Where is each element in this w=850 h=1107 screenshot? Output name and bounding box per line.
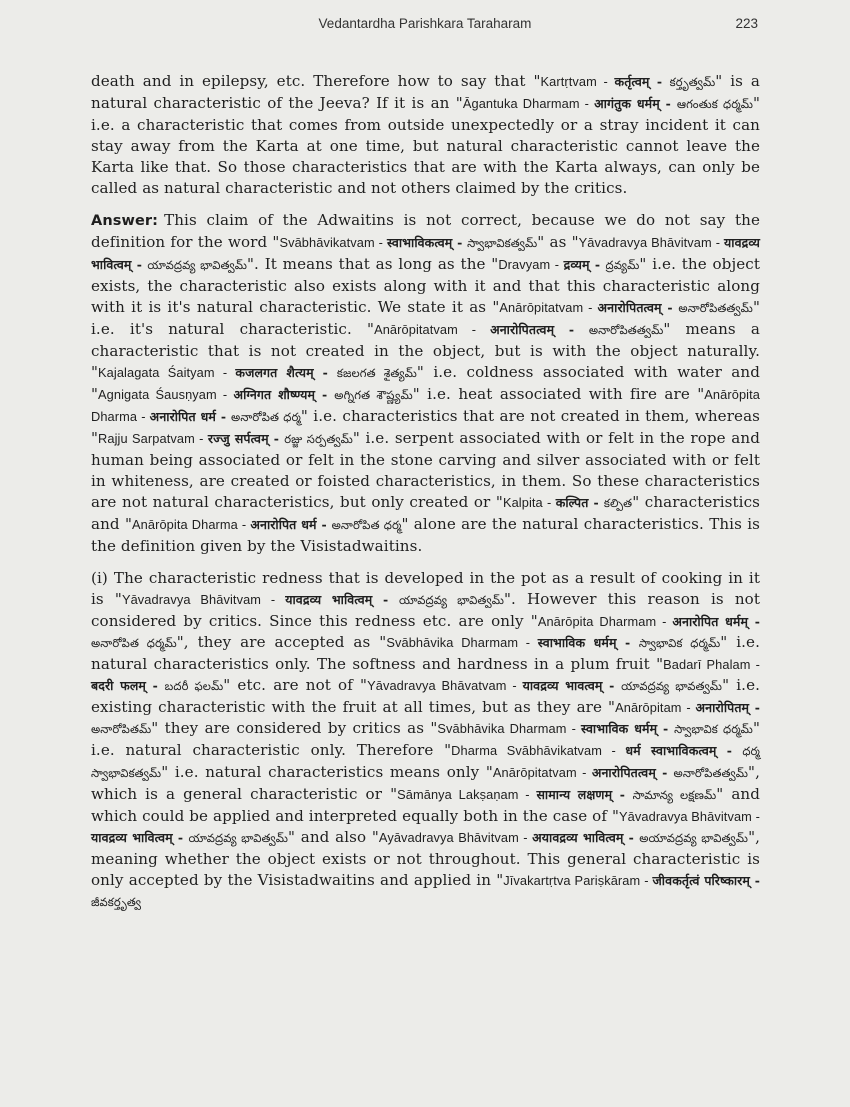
term-roman: Svābhāvika Dharmam - <box>437 721 581 736</box>
term-telugu: బదరీ ఫలమ్ <box>164 679 224 693</box>
term-roman: Kajalagata Śaityam - <box>98 365 236 380</box>
text-run: ", they are accepted as " <box>176 633 387 651</box>
term-devanagari: अग्निगत शौष्ण्यम् - <box>233 387 335 402</box>
paragraph <box>91 71 760 199</box>
term-telugu: ధర్మ స్వాభావికత్వమ్ <box>91 744 761 780</box>
text-run: " i.e. a characteristic that comes from outside unexpectedly or a stray incident it can stay away from the Karta at one time, but natural characteristic cannot leave the Karta like that. So those characteristics that are with the Karta always, can only be called as natural characteristic and not others claimed by the critics. <box>91 94 761 197</box>
term-devanagari: स्वाभाविक धर्मम् - <box>581 721 675 736</box>
text-run: ", meaning whether the object exists or not throughout. This general characteristic is only accepted by the Visistadwaitins and applied in " <box>91 828 761 889</box>
term-roman: Yāvadravya Bhāvitvam - <box>619 809 760 824</box>
text-run: " i.e. characteristics that are not created in them, whereas " <box>91 407 761 447</box>
term-roman: Anārōpitatvam - <box>499 300 598 315</box>
term-devanagari: कल्पित - <box>555 495 604 510</box>
term-roman: Svābhāvika Dharmam - <box>386 635 538 650</box>
text-run: " as " <box>537 233 579 251</box>
term-roman: Rajju Sarpatvam - <box>98 431 208 446</box>
term-telugu: అనారోపితత్వమ్ <box>588 323 664 337</box>
term-devanagari: बदरी फलम् - <box>91 678 165 693</box>
term-devanagari: स्वाभाविकत्वम् - <box>386 235 468 250</box>
term-devanagari: अयावद्रव्य भावित्वम् - <box>532 830 640 845</box>
text-run: ", which is a general characteristic or " <box>91 763 760 803</box>
term-telugu: అగ్నిగత శౌష్ణ్యమ్ <box>334 388 413 402</box>
text-run: " i.e. natural characteristics only. The softness and hardness in a plum fruit " <box>91 633 760 673</box>
term-roman: Kalpita - <box>502 495 556 510</box>
term-roman: Anārōpita Dharmam - <box>537 614 673 629</box>
running-header <box>0 14 850 36</box>
term-devanagari: स्वाभाविक धर्मम् - <box>537 635 639 650</box>
term-roman: Dravyam - <box>498 257 564 272</box>
text-run: " and which could be applied and interpreted equally both in the case of " <box>91 785 761 825</box>
paragraph <box>91 568 760 913</box>
term-devanagari: अनारोपितम् - <box>695 700 760 715</box>
text-run: This claim of the Adwaitins is not correct, because we do not say the definition for the word " <box>91 211 760 251</box>
term-telugu: అనారోపిత ధర్మ <box>331 518 402 532</box>
term-telugu: స్వాభావికత్వమ్ <box>467 236 538 250</box>
term-roman: Sāmānya Lakṣaṇam - <box>397 787 537 802</box>
text-run: " means a characteristic that is not created in the object, but is with the object naturally. " <box>91 320 760 381</box>
page-number: 223 <box>735 16 758 31</box>
term-devanagari: यावद्रव्य भावित्वम् - <box>285 592 399 607</box>
body-text <box>91 71 760 913</box>
text-run: ". However this reason is not considered by critics. Since this redness etc. are only " <box>91 590 761 630</box>
text-run: The characteristic redness that is developed in the pot as a result of cooking in it is " <box>91 569 760 608</box>
text-run: " i.e. coldness associated with water and " <box>91 363 760 403</box>
term-telugu: జీవకర్తృత్వ <box>91 895 142 909</box>
text-run: " alone are the natural characteristics. This is the definition given by the Visistadwaitins. <box>91 515 761 555</box>
term-roman: Yāvadravya Bhāvitvam - <box>121 592 286 607</box>
term-roman: Yāvadravya Bhāvatvam - <box>367 678 523 693</box>
text-run: ". It means that as long as the " <box>247 255 499 273</box>
term-roman: Anārōpitatvam - <box>374 322 491 337</box>
text-run: " i.e. it's natural characteristic. " <box>91 298 760 338</box>
term-devanagari: अनारोपित धर्म - <box>149 409 232 424</box>
term-devanagari: यावद्रव्य भावित्वम् - <box>91 235 760 272</box>
term-roman: Agnigata Śausṇyam - <box>98 387 234 402</box>
term-telugu: రజ్జు సర్పత్వమ్ <box>284 432 353 446</box>
term-telugu: స్వాభావిక ధర్మమ్ <box>638 636 721 650</box>
term-devanagari: अनारोपितत्वम् - <box>490 322 589 337</box>
text-run: " is a natural characteristic of the Jeeva? If it is an " <box>91 72 760 112</box>
term-telugu: అనారోపిత ధర్మ <box>231 410 301 424</box>
term-telugu: అయావద్రవ్య భావిత్వమ్ <box>639 831 749 845</box>
term-roman: Svābhāvikatvam - <box>279 235 387 250</box>
term-roman: Ayāvadravya Bhāvitvam - <box>378 830 533 845</box>
term-telugu: అనారోపిత ధర్మమ్ <box>91 636 177 650</box>
term-roman: Jīvakartṛtva Pariṣkāram - <box>503 873 653 888</box>
term-roman: Anārōpita Dharma - <box>91 387 760 424</box>
text-run: " characteristics and " <box>91 493 760 533</box>
text-run: death and in epilepsy, etc. Therefore how to say that " <box>91 72 541 90</box>
term-devanagari: रज्जु सर्पत्वम् - <box>207 431 285 446</box>
term-roman: Dharma Svābhāvikatvam - <box>451 743 626 758</box>
term-devanagari: आगंतुक धर्मम् - <box>594 96 677 111</box>
term-devanagari: कर्तृत्वम् - <box>614 74 670 89</box>
term-telugu: కర్తృత్వమ్ <box>669 75 716 89</box>
term-telugu: యావద్రవ్య భావిత్వమ్ <box>147 258 247 272</box>
term-roman: Anārōpitam - <box>615 700 696 715</box>
term-devanagari: अनारोपितत्वम् - <box>591 765 674 780</box>
text-run: " i.e. natural characteristics means only " <box>161 763 493 781</box>
term-telugu: యావద్రవ్య భావిత్వమ్ <box>398 593 504 607</box>
paragraph <box>91 210 760 557</box>
term-devanagari: कजलगत शैत्यम् - <box>235 365 337 380</box>
text-run: " and also " <box>288 828 379 846</box>
term-telugu: ఆగంతుక ధర్మమ్ <box>676 97 753 111</box>
text-run: " i.e. the object exists, the characteristic also exists along with it and that this characteristic along with it is it's natural characteristic. We state it as " <box>91 255 760 316</box>
term-devanagari: यावद्रव्य भावित्वम् - <box>91 830 189 845</box>
paragraph-body <box>91 569 760 910</box>
term-telugu: కజలగత శైత్యమ్ <box>336 366 417 380</box>
term-telugu: సామాన్య లక్షణమ్ <box>632 788 717 802</box>
term-devanagari: अनारोपित धर्म - <box>250 517 332 532</box>
term-telugu: అనారోపితత్వమ్ <box>678 301 753 315</box>
term-roman: Anārōpita Dharma - <box>132 517 251 532</box>
term-devanagari: जीवकर्तृत्वं परिष्कारम् - <box>652 873 760 888</box>
text-run: " etc. are not of " <box>223 676 368 694</box>
term-devanagari: धर्म स्वाभाविकत्वम् - <box>625 743 743 758</box>
term-telugu: స్వాభావిక ధర్మమ్ <box>674 722 753 736</box>
text-run: " they are considered by critics as " <box>151 719 438 737</box>
answer-label: Answer: <box>91 213 159 229</box>
term-roman: Āgantuka Dharmam - <box>462 96 595 111</box>
text-run: " i.e. heat associated with fire are " <box>412 385 705 403</box>
term-devanagari: यावद्रव्य भावत्वम् - <box>522 678 622 693</box>
term-telugu: కల్పిత <box>603 496 633 510</box>
paragraph-body <box>91 72 760 197</box>
term-roman: Badarī Phalam - <box>663 657 761 672</box>
text-run: " i.e. serpent associated with or felt in the rope and human being associated or felt in the stone carving and silver associated with or felt in whiteness, are created or foisted characteristics, in them. So these characteristics are not natural characteristics, but only created or " <box>91 429 760 511</box>
term-telugu: అనారోపితమ్ <box>91 722 152 736</box>
term-devanagari: सामान्य लक्षणम् - <box>536 787 633 802</box>
paragraph-body <box>91 211 760 555</box>
term-roman: Yāvadravya Bhāvitvam - <box>578 235 724 250</box>
term-roman: Anārōpitatvam - <box>492 765 592 780</box>
term-telugu: యావద్రవ్య భావత్వమ్ <box>621 679 723 693</box>
term-telugu: యావద్రవ్య భావిత్వమ్ <box>188 831 289 845</box>
text-run: " i.e. natural characteristic only. Therefore " <box>91 719 760 759</box>
text-run: " i.e. existing characteristic with the fruit at all times, but as they are " <box>91 676 760 716</box>
list-marker: (i) <box>91 569 108 587</box>
running-title: Vedantardha Parishkara Taraharam <box>318 16 532 31</box>
term-telugu: ద్రవ్యమ్ <box>605 258 640 272</box>
term-telugu: అనారోపితత్వమ్ <box>673 766 749 780</box>
term-roman: Kartṛtvam - <box>540 74 615 89</box>
term-devanagari: अनारोपितत्वम् - <box>597 300 679 315</box>
term-devanagari: अनारोपित धर्मम् - <box>672 614 760 629</box>
term-devanagari: द्रव्यम् - <box>563 257 606 272</box>
